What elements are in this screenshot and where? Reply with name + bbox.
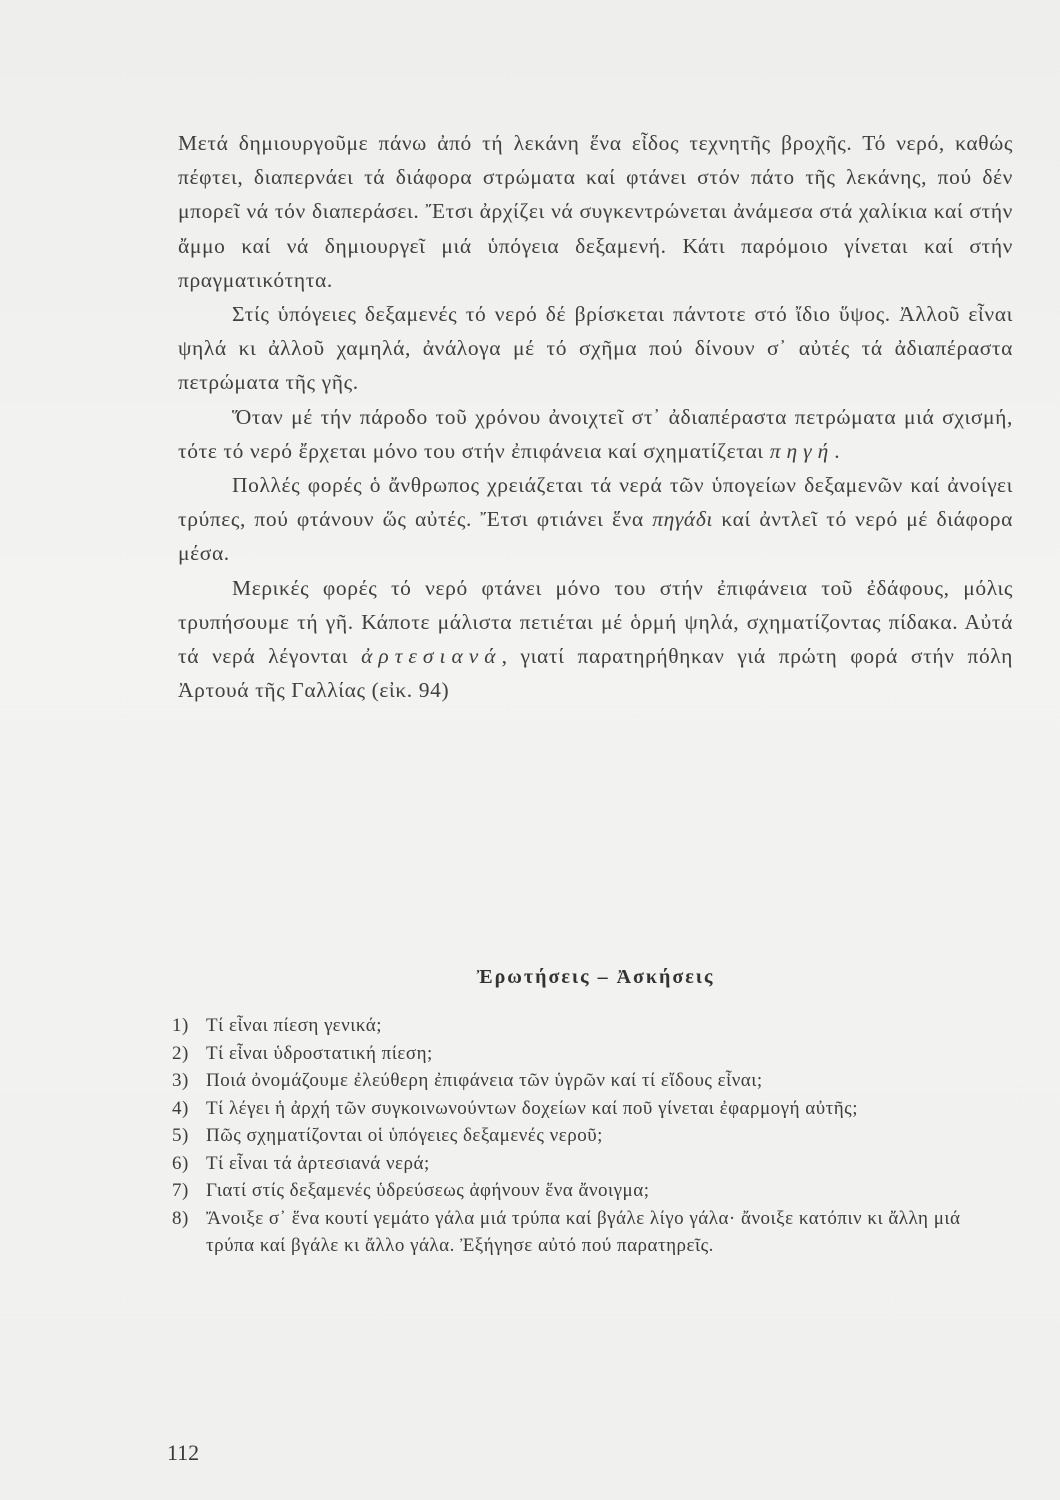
question-text: Ποιά ὀνομάζουμε ἐλεύθερη ἐπιφάνεια τῶν ὑγρῶν καί τί εἴδους εἶναι; <box>206 1070 763 1091</box>
question-number: 6) <box>172 1152 189 1174</box>
question-number: 7) <box>172 1180 189 1201</box>
paragraph-text: . <box>834 438 841 463</box>
question-text: Πῶς σχηματίζονται οἱ ὑπόγειες δεξαμενές νεροῦ; <box>206 1125 603 1146</box>
paragraph-artificial-rain <box>178 126 1013 297</box>
question-number: 4) <box>172 1097 189 1119</box>
body-text <box>178 126 1013 707</box>
paragraph-text: καί ἀντλεῖ τό νερό μέ διάφορα μέσα. <box>178 507 1013 566</box>
paragraph-text: Μετά δημιουργοῦμε πάνω ἀπό τή λεκάνη ἕνα εἶδος τεχνητῆς βροχῆς. Τό νερό, καθώς πέφτει, διαπερνάει τά διάφορα στρώματα καί φτάνει στόν πάτο τῆς λεκάνης, πού δέν μπορεῖ νά τόν διαπεράσει. Ἔτσι ἀρχίζει νά συγκεντρώνεται ἀνάμεσα στά χαλίκια καί στήν ἄμμο καί νά δημιουργεῖ μιά ὑπόγεια δεξαμενή. Κάτι παρόμοιο γίνεται καί στήν πραγματικότητα. <box>178 131 1013 292</box>
question-item <box>172 1122 1012 1150</box>
paragraph-well <box>178 468 1013 571</box>
questions-list <box>172 1012 1012 1260</box>
term-artesian: ἀρτεσιανά <box>361 644 502 669</box>
question-text: Γιατί στίς δεξαμενές ὑδρεύσεως ἀφήνουν ἕνα ἄνοιγμα; <box>206 1180 650 1201</box>
question-item <box>172 1067 1012 1095</box>
term-spring: πηγή <box>769 438 835 463</box>
question-number: 5) <box>172 1125 189 1146</box>
paragraph-text: Πολλές φορές ὁ ἄνθρωπος χρειάζεται τά νερά τῶν ὑπογείων δεξαμενῶν καί ἀνοίγει τρύπες, πού φτάνουν ὥς αὐτές. Ἔτσι φτιάνει ἕνα <box>178 473 1013 532</box>
paragraph-artesian <box>178 571 1013 708</box>
question-item <box>172 1205 1012 1260</box>
question-number: 1) <box>172 1015 189 1036</box>
term-well: πηγάδι <box>652 507 713 532</box>
question-text: Τί εἶναι πίεση γενικά; <box>206 1015 382 1036</box>
question-text: Τί λέγει ἡ ἀρχή τῶν συγκοινωνούντων δοχείων καί ποῦ γίνεται ἐφαρμογή αὐτῆς; <box>206 1097 858 1119</box>
question-item <box>172 1177 1012 1205</box>
question-number: 3) <box>172 1070 189 1091</box>
paragraph-underground-reservoirs <box>178 297 1013 400</box>
question-item <box>172 1040 1012 1068</box>
paragraph-text: Ὅταν μέ τήν πάροδο τοῦ χρόνου ἀνοιχτεῖ στ᾽ ἀδιαπέραστα πετρώματα μιά σχισμή, τότε τό νερό ἔρχεται μόνο του στήν ἐπιφάνεια καί σχηματίζεται <box>178 404 1013 463</box>
page-number: 112 <box>167 1440 200 1465</box>
paragraph-text: , γιατί παρατηρήθηκαν γιά πρώτη φορά στήν πόλη Ἀρτουά τῆς Γαλλίας (εἰκ. 94) <box>178 644 1013 703</box>
question-number: 2) <box>172 1042 189 1064</box>
paragraph-text: Στίς ὑπόγειες δεξαμενές τό νερό δέ βρίσκεται πάντοτε στό ἴδιο ὕψος. Ἀλλοῦ εἶναι ψηλά κι ἀλλοῦ χαμηλά, ἀνάλογα μέ τό σχῆμα πού δίνουν σ᾽ αὐτές τά ἀδιαπέραστα πετρώματα τῆς γῆς. <box>178 302 1013 395</box>
question-text: Ἄνοιξε σ᾽ ἕνα κουτί γεμάτο γάλα μιά τρύπα καί βγάλε λίγο γάλα· ἄνοιξε κατόπιν κι ἄλλη μιά τρύπα καί βγάλε κι ἄλλο γάλα. Ἐξήγησε αὐτό πού παρατηρεῖς. <box>206 1207 961 1256</box>
paragraph-spring <box>178 400 1013 468</box>
question-item <box>172 1150 1012 1178</box>
question-item <box>172 1012 1012 1040</box>
question-text: Τί εἶναι τά ἀρτεσιανά νερά; <box>206 1152 430 1174</box>
section-heading-questions-exercises: Ἐρωτήσεις – Ἀσκήσεις <box>476 966 715 988</box>
question-item <box>172 1095 1012 1123</box>
paragraph-text: Μερικές φορές τό νερό φτάνει μόνο του στήν ἐπιφάνεια τοῦ ἐδάφους, μόλις τρυπήσουμε τή γῆ. Κάποτε μάλιστα πετιέται μέ ὁρμή ψηλά, σχηματίζοντας πίδακα. Αὐτά τά νερά λέγονται <box>178 575 1013 669</box>
question-text: Τί εἶναι ὑδροστατική πίεση; <box>206 1042 433 1064</box>
question-number: 8) <box>172 1207 189 1229</box>
